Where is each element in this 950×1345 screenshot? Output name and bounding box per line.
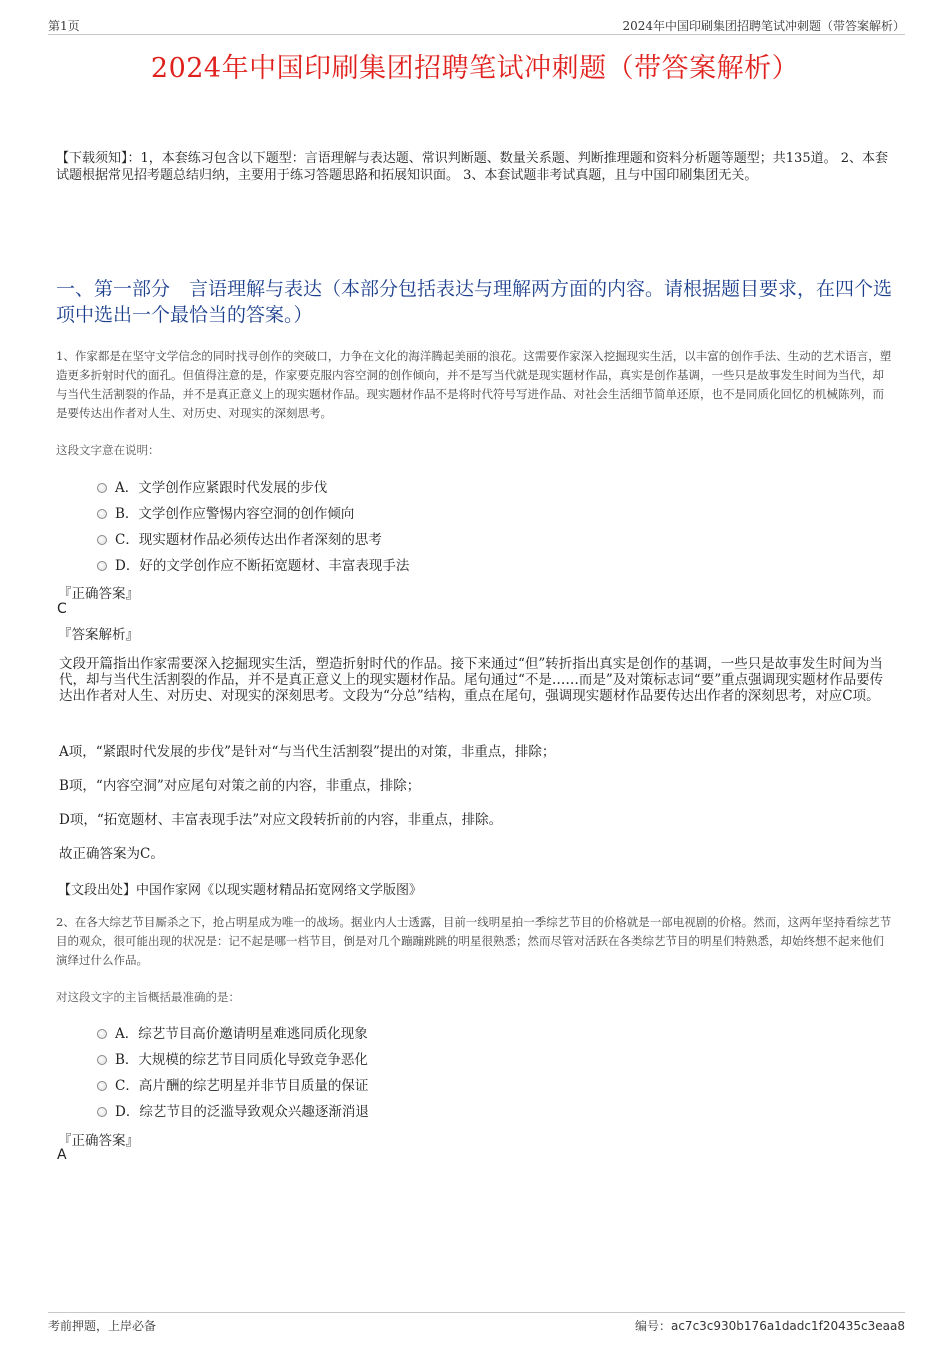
option-c[interactable] bbox=[97, 525, 409, 551]
question-2-options bbox=[97, 1019, 369, 1123]
code-label: 编号： bbox=[634, 1319, 671, 1333]
option-label: D．好的文学创作应不断拓宽题材、丰富表现手法 bbox=[115, 558, 410, 574]
option-d[interactable] bbox=[97, 551, 409, 577]
source-line: 【文段出处】中国作家网《以现实题材精品拓宽网络文学版图》 bbox=[58, 883, 423, 898]
answer-value: A bbox=[57, 1147, 67, 1163]
footer-code bbox=[635, 1317, 905, 1334]
question-2-text: 2、在各大综艺节目厮杀之下，抢占明星成为唯一的战场。据业内人士透露，目前一线明星拍一季综艺节目的价格就是一部电视剧的价格。然而，这两年坚持看综艺节目的观众，很可能出现的状况是：记不起是哪一档节目，倒是对几个蹦蹦跳跳的明星很熟悉；然而尽管对活跃在各类综艺节目的明星们特熟悉，却始终想不起来他们演绎过什么作品。 bbox=[56, 915, 892, 967]
radio-icon[interactable] bbox=[97, 561, 107, 571]
radio-icon[interactable] bbox=[97, 509, 107, 519]
question-1-text: 1、作家都是在坚守文学信念的同时找寻创作的突破口，力争在文化的海洋腾起美丽的浪花。这需要作家深入挖掘现实生活，以丰富的创作手法、生动的艺术语言，塑造更多折射时代的面孔。但值得注意的是，作家要克服内容空洞的创作倾向，并不是写当代就是现实题材作品，真实是创作基调，一些只是故事发生时间为当代，却与当代生活割裂的作品，并不是真正意义上的现实题材作品。现实题材作品不是将时代符号写进作品、对社会生活细节简单还原，也不是同质化回忆的机械陈列，而是要传达出作者对人生、对历史、对现实的深刻思考。 bbox=[56, 349, 892, 420]
radio-icon[interactable] bbox=[97, 483, 107, 493]
page-number: 第1页 bbox=[48, 19, 80, 33]
page-footer bbox=[48, 1312, 905, 1335]
question-1-options bbox=[97, 473, 409, 577]
radio-icon[interactable] bbox=[97, 1055, 107, 1065]
analysis-paragraph: D项，“拓宽题材、丰富表现手法”对应文段转折前的内容，非重点，排除。 bbox=[59, 812, 503, 828]
analysis-paragraph: 故正确答案为C。 bbox=[59, 846, 164, 862]
option-label: B．文学创作应警惕内容空洞的创作倾向 bbox=[115, 506, 355, 522]
section-heading: 一、第一部分 言语理解与表达（本部分包括表达与理解两方面的内容。请根据题目要求，在四个选项中选出一个最恰当的答案。） bbox=[56, 278, 893, 326]
option-label: C．现实题材作品必须传达出作者深刻的思考 bbox=[115, 532, 382, 548]
analysis-paragraph: 文段开篇指出作家需要深入挖掘现实生活，塑造折射时代的作品。接下来通过“但”转折指出真实是创作的基调，一些只是故事发生时间为当代，却与当代生活割裂的作品，并不是真正意义上的现实题材作品。尾句通过“不是……而是”及对策标志词“要”重点强调现实题材作品要传达出作者对人生、对历史、对现实的深刻思考。文段为“分总”结构，重点在尾句，强调现实题材作品要传达出作者的深刻思考，对应C项。 bbox=[59, 656, 884, 704]
option-b[interactable] bbox=[97, 499, 409, 525]
page-header bbox=[48, 14, 905, 35]
question-2-prompt: 对这段文字的主旨概括最准确的是： bbox=[56, 990, 240, 1004]
radio-icon[interactable] bbox=[97, 1081, 107, 1091]
question-1-prompt: 这段文字意在说明： bbox=[56, 443, 160, 457]
option-a[interactable] bbox=[97, 473, 409, 499]
analysis-paragraph: B项，“内容空洞”对应尾句对策之前的内容，非重点，排除； bbox=[59, 778, 421, 794]
answer-label: 『正确答案』 bbox=[58, 1133, 139, 1149]
option-b[interactable] bbox=[97, 1045, 369, 1071]
answer-label: 『正确答案』 bbox=[58, 586, 139, 602]
option-label: C．高片酬的综艺明星并非节目质量的保证 bbox=[115, 1078, 369, 1094]
document-title: 2024年中国印刷集团招聘笔试冲刺题（带答案解析） bbox=[150, 53, 800, 84]
option-label: B．大规模的综艺节目同质化导致竞争恶化 bbox=[115, 1052, 368, 1068]
download-notice: 【下载须知】：1，本套练习包含以下题型：言语理解与表达题、常识判断题、数量关系题、判断推理题和资料分析题等题型；共135道。 2、本套试题根据常见招考题总结归纳，主要用于练习答题思路和拓展知识面。 3、本套试题非考试真题，且与中国印刷集团无关。 bbox=[56, 151, 888, 183]
option-c[interactable] bbox=[97, 1071, 369, 1097]
option-label: A．综艺节目高价邀请明星难逃同质化现象 bbox=[115, 1026, 368, 1042]
code-value: ac7c3c930b176a1dadc1f20435c3eaa8 bbox=[670, 1319, 905, 1333]
analysis-label: 『答案解析』 bbox=[58, 627, 139, 643]
option-d[interactable] bbox=[97, 1097, 369, 1123]
answer-value: C bbox=[57, 601, 67, 617]
radio-icon[interactable] bbox=[97, 535, 107, 545]
header-doc-title: 2024年中国印刷集团招聘笔试冲刺题（带答案解析） bbox=[622, 19, 905, 33]
option-label: A．文学创作应紧跟时代发展的步伐 bbox=[115, 480, 328, 496]
option-label: D．综艺节目的泛滥导致观众兴趣逐渐消退 bbox=[115, 1104, 369, 1120]
option-a[interactable] bbox=[97, 1019, 369, 1045]
radio-icon[interactable] bbox=[97, 1107, 107, 1117]
analysis-paragraph: A项，“紧跟时代发展的步伐”是针对“与当代生活割裂”提出的对策，非重点，排除； bbox=[59, 744, 556, 760]
radio-icon[interactable] bbox=[97, 1029, 107, 1039]
footer-slogan: 考前押题，上岸必备 bbox=[48, 1319, 157, 1333]
